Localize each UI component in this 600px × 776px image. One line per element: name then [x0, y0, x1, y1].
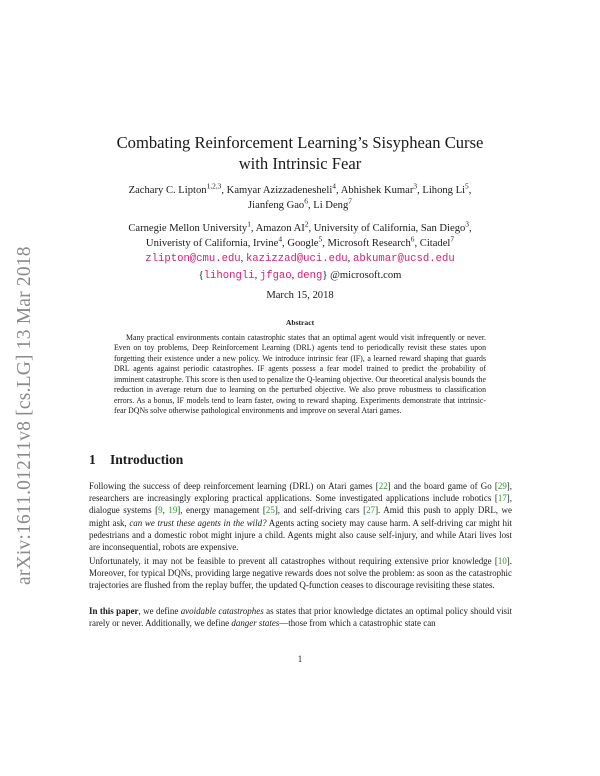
author-name: Zachary C. Lipton — [128, 185, 207, 196]
section-number: 1 — [89, 452, 96, 467]
affil-mark: 3 — [465, 219, 469, 229]
affiliation: Amazon AI — [255, 223, 305, 234]
affil-mark: 4 — [278, 234, 283, 244]
page-number: 1 — [297, 654, 303, 664]
paper-date: March 15, 2018 — [266, 290, 334, 301]
abstract-text: Many practical environments contain catastrophic states that an optimal agent would visit infrequently or never. Even on toy problems, Deep Reinforcement Learning (DRL) agents tend to periodically revisit these states upon forgetting their existence under a new policy. We introduce intrinsic fear (IF), a learned reward shaping that guards DRL agents against periodic catastrophes. IF agents possess a fear model trained to predict the probability of imminent catastrophe. This score is then used to penalize the Q-learning objective. Our theoretical analysis bounds the reduction in average return due to learning on the perturbed objective. We also prove robustness to classification errors. As a bonus, IF models tend to learn faster, owing to reward shaping. Experiments demonstrate that intrinsic-fear DQNs solve otherwise pathological environments and improve on several Atari games. — [114, 333, 486, 416]
citation-link[interactable]: 10 — [497, 556, 507, 566]
section-title: Introduction — [110, 452, 184, 467]
abstract-heading: Abstract — [285, 318, 315, 327]
email-link[interactable]: zlipton@cmu.edu — [145, 253, 241, 266]
intro-paragraph-1: Following the success of deep reinforcement learning (DRL) on Atari games [22] and the board game of Go [29], researchers are increasingly exploring practical applications. Some investigated applications include robotics [17], dialogue systems [9, 19], energy management [25], and self-driving cars [27]. Amid this push to apply DRL, we might ask, can we trust these agents in the wild? Agents acting society may cause harm. A self-driving car might hit pedestrians and a domestic robot might injure a child. Agents might also cause self-injury, and while Atari lives lost are inconsequential, robots are expensive. — [89, 481, 512, 553]
affiliation: Microsoft Research — [327, 238, 411, 250]
affiliation: Univeristy of California, Irvine — [145, 238, 279, 250]
affil-mark: 1 — [247, 219, 251, 229]
email-link[interactable]: abkumar@ucsd.edu — [352, 253, 455, 266]
affiliation: Citadel — [419, 238, 451, 250]
author-name: Lihong Li — [422, 185, 466, 196]
author-affil-mark: 4 — [332, 181, 336, 191]
title-line-1: Combating Reinforcement Learning’s Sisyphean Curse — [116, 133, 484, 152]
author-name: Jianfeng Gao — [248, 200, 305, 211]
email-domain: @microsoft.com — [330, 269, 402, 281]
email-link[interactable]: jfgao — [259, 269, 292, 282]
citation-link[interactable]: 19 — [168, 505, 178, 516]
paper-title — [0, 132, 600, 174]
author-affil-mark: 1,2,3 — [206, 181, 222, 191]
citation-link[interactable]: 17 — [497, 493, 507, 504]
author-affil-mark: 7 — [348, 196, 352, 206]
section-heading — [89, 452, 183, 468]
author-name: Abhishek Kumar — [340, 185, 414, 196]
affil-mark: 5 — [318, 234, 323, 244]
affiliation-block: Carnegie Mellon University$^1$, Amazon $AI^2$, University of California, San Diego$^3$, Univeristy of California, Irvine$^4$, Google$^5$, Microsoft Research$^6$, Citadel$^7$ zlipton@cmu.edu, kazizzad@uci.edu, abkumar@ucsd.edu {lihongli, jfgao, deng} @microsoft.com — [128, 219, 472, 282]
title-line-2: with Intrinsic Fear — [238, 154, 362, 173]
author-affil-mark: 3 — [413, 181, 418, 191]
affiliation: Carnegie Mellon University — [128, 223, 248, 234]
affil-mark: 2 — [304, 219, 309, 229]
citation-link[interactable]: 22 — [378, 481, 388, 491]
author-name: Li Deng — [313, 200, 349, 211]
affil-mark: 7 — [450, 234, 455, 244]
intro-paragraph-2: Unfortunately, it may not be feasible to prevent all catastrophes without requiring extensive prior knowledge [10]. Moreover, for typical DQNs, providing large negative rewards does not solve the problem: as soon as the catastrophic trajectories are flushed from the replay buffer, the updated Q-function ceases to discourage revisiting these states. — [89, 556, 512, 591]
affiliation: University of California, San Diego — [313, 223, 466, 234]
arxiv-identifier: arXiv:1611.01211v8 [cs.LG] 13 Mar 2018 — [14, 246, 35, 585]
affiliation: Google — [287, 238, 319, 250]
citation-link[interactable]: 27 — [366, 505, 376, 516]
email-link[interactable]: kazizzad@uci.edu — [245, 253, 348, 266]
intro-paragraph-3: In this paper, we define avoidable catastrophes as states that prior knowledge dictates an optimal policy should visit rarely or never. Additionally, we define danger states—those from which a catastrophic state can — [89, 606, 513, 629]
email-link[interactable]: lihongli — [203, 269, 255, 282]
citation-link[interactable]: 25 — [265, 505, 275, 516]
author-affil-mark: 5 — [465, 181, 469, 191]
citation-link[interactable]: 29 — [497, 481, 507, 491]
citation-link[interactable]: 9 — [158, 505, 163, 516]
author-list: Zachary C. Lipton$^{1,2,3}$, Kamyar Azizzadenesheli$^4$, Abhishek Kumar$^3$, Lihong Li$^5$, Jianfeng Gao$^6$, Li Deng$^7$ — [128, 181, 472, 211]
affil-mark: 6 — [410, 234, 415, 244]
author-affil-mark: 6 — [304, 196, 308, 206]
author-name: Kamyar Azizzadenesheli — [226, 185, 333, 196]
email-link[interactable]: deng — [296, 269, 323, 282]
